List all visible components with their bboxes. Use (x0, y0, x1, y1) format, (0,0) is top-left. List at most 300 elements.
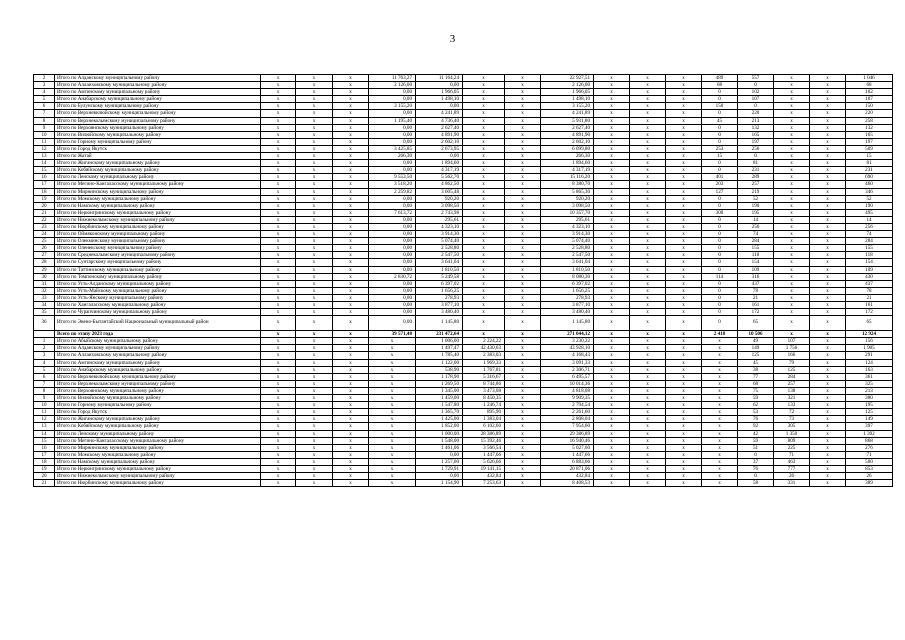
value-cell: х (774, 287, 810, 294)
table-row (34, 338, 893, 345)
value-cell: 133 (774, 402, 810, 409)
value-cell: х (810, 480, 846, 487)
row-number-cell: 22 (34, 216, 55, 223)
row-name-cell: Итого по Среднеколымскому муниципальному району (55, 252, 261, 259)
row-name-cell: Итого по Верхоянскому муниципальному району (55, 124, 261, 131)
value-cell: х (333, 273, 369, 280)
table-row (34, 316, 893, 331)
value-cell: х (630, 195, 666, 202)
value-cell: х (463, 252, 505, 259)
value-cell: 432,84 (541, 473, 594, 480)
value-cell: х (630, 209, 666, 216)
value-cell: х (594, 444, 630, 451)
value-cell: х (594, 331, 630, 338)
value-cell: 3 480,40 (541, 309, 594, 316)
value-cell: 1 547,80 (416, 402, 463, 409)
value-cell: х (630, 458, 666, 465)
value-cell: 1 154,90 (416, 480, 463, 487)
value-cell: х (594, 338, 630, 345)
value-cell: х (594, 138, 630, 145)
value-cell: х (810, 131, 846, 138)
value-cell: х (810, 302, 846, 309)
row-name-cell: Итого по Кобяйскому муниципальному району (55, 167, 261, 174)
value-cell: 0,00 (369, 138, 416, 145)
value-cell: х (666, 223, 702, 230)
value-cell: х (333, 103, 369, 110)
value-cell: 0,00 (369, 266, 416, 273)
row-name-cell: Итого по Усть-Алданскому муниципальному району (55, 280, 261, 287)
value-cell: 5 074,40 (416, 238, 463, 245)
value-cell: 557 (738, 75, 774, 82)
row-number-cell: 18 (34, 188, 55, 195)
value-cell: х (666, 280, 702, 287)
value-cell: х (333, 280, 369, 287)
value-cell: 5 316,67 (463, 373, 505, 380)
value-cell: 3 605,48 (416, 188, 463, 195)
value-cell: х (666, 188, 702, 195)
value-cell: 0 (702, 89, 738, 96)
value-cell: 258 (846, 117, 893, 124)
value-cell: х (810, 366, 846, 373)
value-cell: х (630, 181, 666, 188)
value-cell: х (594, 280, 630, 287)
row-name-cell: Итого по Мегино-Кангаласскому муниципальному району (55, 181, 261, 188)
value-cell: 0 (702, 131, 738, 138)
value-cell: 8 744,86 (463, 380, 505, 387)
value-cell: х (774, 316, 810, 331)
value-cell: х (333, 89, 369, 96)
value-cell: х (369, 437, 416, 444)
value-cell: х (810, 380, 846, 387)
value-cell: х (630, 359, 666, 366)
value-cell: х (774, 294, 810, 301)
value-cell: х (594, 160, 630, 167)
value-cell: 155 (738, 245, 774, 252)
value-cell: х (810, 458, 846, 465)
value-cell: 266,30 (541, 153, 594, 160)
value-cell: х (463, 273, 505, 280)
value-cell: 432,84 (463, 473, 505, 480)
table-row (34, 451, 893, 458)
value-cell: х (810, 473, 846, 480)
value-cell: х (505, 153, 541, 160)
value-cell: 401 (702, 174, 738, 181)
value-cell: 0,00 (369, 202, 416, 209)
value-cell: х (774, 238, 810, 245)
value-cell: 76 (738, 465, 774, 472)
value-cell: х (810, 331, 846, 338)
value-cell: х (810, 416, 846, 423)
table-row (34, 352, 893, 359)
value-cell: 0 (738, 153, 774, 160)
value-cell: х (630, 480, 666, 487)
value-cell: х (630, 302, 666, 309)
value-cell: х (810, 316, 846, 331)
table-row (34, 89, 893, 96)
value-cell: 2 743,98 (416, 209, 463, 216)
table-row (34, 238, 893, 245)
value-cell: 295,61 (416, 216, 463, 223)
value-cell: х (666, 181, 702, 188)
value-cell: х (810, 195, 846, 202)
table-row (34, 309, 893, 316)
value-cell: 6 397,02 (416, 280, 463, 287)
value-cell: х (333, 302, 369, 309)
value-cell: 92 (738, 423, 774, 430)
value-cell: х (594, 387, 630, 394)
row-number-cell: 5 (34, 96, 55, 103)
value-cell: 0,00 (369, 259, 416, 266)
value-cell: х (333, 153, 369, 160)
value-cell: х (810, 188, 846, 195)
value-cell: х (666, 245, 702, 252)
value-cell: х (666, 380, 702, 387)
row-number-cell: 4 (34, 89, 55, 96)
value-cell: 0,00 (369, 238, 416, 245)
value-cell: 257 (738, 181, 774, 188)
value-cell: х (630, 402, 666, 409)
value-cell: х (505, 245, 541, 252)
value-cell: х (505, 209, 541, 216)
value-cell: х (774, 138, 810, 145)
value-cell: 0 (702, 160, 738, 167)
value-cell: х (774, 202, 810, 209)
value-cell: 4 317,19 (416, 167, 463, 174)
value-cell: 0,00 (416, 473, 463, 480)
value-cell: х (261, 174, 296, 181)
value-cell: х (594, 273, 630, 280)
value-cell: х (630, 167, 666, 174)
value-cell: 5 027,60 (541, 444, 594, 451)
value-cell: х (261, 465, 296, 472)
value-cell: х (296, 216, 333, 223)
value-cell: х (333, 409, 369, 416)
value-cell: 0 (702, 202, 738, 209)
value-cell: 102 (846, 89, 893, 96)
value-cell: 49 (738, 338, 774, 345)
value-cell: х (774, 309, 810, 316)
value-cell: 81 (846, 160, 893, 167)
value-cell: 1 000,00 (416, 430, 463, 437)
value-cell: х (333, 444, 369, 451)
table-row (34, 195, 893, 202)
row-name-cell: Итого по Горному муниципальному району (55, 402, 261, 409)
value-cell: х (333, 167, 369, 174)
row-name-cell: Итого по Верхоянскому муниципальному району (55, 387, 261, 394)
value-cell: 1 425,00 (416, 416, 463, 423)
value-cell: 220 (738, 110, 774, 117)
value-cell: х (630, 252, 666, 259)
value-cell: х (505, 167, 541, 174)
value-cell: х (463, 96, 505, 103)
value-cell: х (505, 195, 541, 202)
value-cell: х (333, 402, 369, 409)
value-cell: х (666, 82, 702, 89)
value-cell: х (296, 373, 333, 380)
value-cell: 253 (702, 145, 738, 152)
value-cell: х (369, 395, 416, 402)
value-cell: х (261, 216, 296, 223)
value-cell: х (369, 345, 416, 352)
value-cell: х (774, 252, 810, 259)
value-cell: х (261, 359, 296, 366)
value-cell: 4 317,19 (541, 167, 594, 174)
value-cell: х (594, 238, 630, 245)
value-cell: х (594, 465, 630, 472)
value-cell: 3 877,10 (416, 302, 463, 309)
value-cell: х (774, 259, 810, 266)
value-cell: 149 (738, 345, 774, 352)
row-name-cell: Итого по Ленскому муниципальному району (55, 430, 261, 437)
value-cell: х (505, 89, 541, 96)
value-cell: х (505, 465, 541, 472)
value-cell: 1 345,00 (416, 387, 463, 394)
value-cell: х (333, 202, 369, 209)
value-cell: х (630, 437, 666, 444)
value-cell: х (666, 138, 702, 145)
row-number-cell: 24 (34, 231, 55, 238)
row-number-cell: 29 (34, 266, 55, 273)
value-cell: х (505, 216, 541, 223)
value-cell: х (333, 352, 369, 359)
value-cell: х (463, 89, 505, 96)
value-cell: 1 548,00 (416, 437, 463, 444)
value-cell: х (630, 366, 666, 373)
value-cell: х (296, 380, 333, 387)
value-cell: х (810, 110, 846, 117)
value-cell: 0 (702, 110, 738, 117)
row-number-cell: 34 (34, 302, 55, 309)
value-cell: 1 894,60 (541, 160, 594, 167)
table-row (34, 138, 893, 145)
value-cell: 0,00 (369, 287, 416, 294)
value-cell: х (666, 216, 702, 223)
value-cell: 0,00 (369, 131, 416, 138)
row-number-cell: 21 (34, 480, 55, 487)
value-cell: х (296, 273, 333, 280)
value-cell: 0 (702, 266, 738, 273)
value-cell: х (333, 209, 369, 216)
value-cell: х (505, 359, 541, 366)
value-cell: 42 (738, 430, 774, 437)
value-cell: х (463, 259, 505, 266)
value-cell: х (594, 352, 630, 359)
row-name-cell: Итого по Хангаласскому муниципальному району (55, 302, 261, 309)
row-number-cell: 8 (34, 387, 55, 394)
value-cell: 0,00 (416, 103, 463, 110)
value-cell: х (296, 451, 333, 458)
value-cell: 4 818,08 (541, 387, 594, 394)
value-cell: 489 (702, 75, 738, 82)
row-number-cell: 9 (34, 124, 55, 131)
value-cell: 220 (846, 110, 893, 117)
value-cell: х (296, 138, 333, 145)
table-row (34, 430, 893, 437)
table-row (34, 480, 893, 487)
value-cell: 7 253,63 (463, 480, 505, 487)
value-cell: 68 (846, 82, 893, 89)
value-cell: 0 (702, 316, 738, 331)
value-cell: х (594, 245, 630, 252)
table-row (34, 202, 893, 209)
value-cell: х (333, 174, 369, 181)
value-cell: х (810, 216, 846, 223)
table-row (34, 181, 893, 188)
value-cell: х (296, 458, 333, 465)
value-cell: 6 397,02 (541, 280, 594, 287)
row-number-cell: 13 (34, 153, 55, 160)
value-cell: 1 257,00 (416, 458, 463, 465)
value-cell: 0,00 (369, 309, 416, 316)
value-cell: х (666, 309, 702, 316)
value-cell: х (774, 103, 810, 110)
value-cell: х (261, 145, 296, 152)
value-cell: 1 269,50 (416, 380, 463, 387)
value-cell: х (594, 75, 630, 82)
value-cell: х (702, 430, 738, 437)
value-cell: 868 (846, 437, 893, 444)
value-cell: х (369, 416, 416, 423)
value-cell: 0,00 (369, 316, 416, 331)
value-cell: х (666, 145, 702, 152)
value-cell: х (630, 188, 666, 195)
value-cell: х (463, 216, 505, 223)
value-cell: 5 562,70 (416, 174, 463, 181)
value-cell: х (505, 373, 541, 380)
value-cell: 460 (846, 181, 893, 188)
value-cell: 72 (774, 409, 810, 416)
value-cell: х (296, 345, 333, 352)
value-cell: х (333, 195, 369, 202)
value-cell: 0 (738, 473, 774, 480)
value-cell: 154 (738, 259, 774, 266)
value-cell: 26 (774, 473, 810, 480)
value-cell: х (810, 252, 846, 259)
row-name-cell: Итого по Верхнеколымскому муниципальному району (55, 380, 261, 387)
value-cell: 1 145,80 (541, 316, 594, 331)
value-cell: х (505, 451, 541, 458)
value-cell: 0,00 (369, 223, 416, 230)
value-cell: 2 808,04 (541, 416, 594, 423)
value-cell: х (666, 75, 702, 82)
value-cell: 4 736,40 (416, 117, 463, 124)
value-cell: х (594, 345, 630, 352)
value-cell: 3 155,20 (541, 103, 594, 110)
row-number-cell: 18 (34, 458, 55, 465)
table-row (34, 160, 893, 167)
value-cell: 2 547,50 (541, 252, 594, 259)
value-cell: х (594, 437, 630, 444)
value-cell: 256 (738, 145, 774, 152)
value-cell: х (594, 174, 630, 181)
value-cell: 1 810,50 (541, 266, 594, 273)
value-cell: х (505, 444, 541, 451)
table-row (34, 145, 893, 152)
value-cell: х (630, 465, 666, 472)
value-cell: х (296, 437, 333, 444)
value-cell: х (810, 238, 846, 245)
value-cell: 109 (846, 266, 893, 273)
value-cell: х (666, 160, 702, 167)
value-cell: 1 729,91 (416, 465, 463, 472)
row-name-cell: Итого по Аллаиховскому муниципальному району (55, 82, 261, 89)
value-cell: х (505, 309, 541, 316)
table-row (34, 273, 893, 280)
value-cell: 389 (846, 480, 893, 487)
value-cell: х (630, 416, 666, 423)
value-cell: 1 046 (846, 75, 893, 82)
value-cell: 690 (846, 174, 893, 181)
value-cell: х (810, 117, 846, 124)
value-cell: х (810, 160, 846, 167)
value-cell: 14 (846, 216, 893, 223)
value-cell: 15 (846, 153, 893, 160)
value-cell: х (630, 352, 666, 359)
value-cell: х (594, 430, 630, 437)
value-cell: 3 091,33 (541, 359, 594, 366)
value-cell: х (505, 110, 541, 117)
value-cell: 7 613,72 (369, 209, 416, 216)
value-cell: 1 459,00 (416, 395, 463, 402)
value-cell: х (810, 245, 846, 252)
value-cell: х (463, 309, 505, 316)
value-cell: х (261, 153, 296, 160)
value-cell: х (810, 103, 846, 110)
value-cell: х (505, 103, 541, 110)
value-cell: 195 (846, 402, 893, 409)
value-cell: 1 461,06 (416, 444, 463, 451)
value-cell: х (333, 188, 369, 195)
value-cell: 21 (738, 294, 774, 301)
value-cell: х (774, 280, 810, 287)
value-cell: 1 447,66 (463, 451, 505, 458)
value-cell: х (261, 110, 296, 117)
value-cell: х (369, 380, 416, 387)
value-cell: х (333, 138, 369, 145)
value-cell: х (463, 131, 505, 138)
value-cell: х (505, 124, 541, 131)
value-cell: х (333, 266, 369, 273)
value-cell: 197 (738, 138, 774, 145)
value-cell: 81 (738, 160, 774, 167)
value-cell: х (261, 458, 296, 465)
row-name-cell: Итого по Оленекскому муниципальному району (55, 245, 261, 252)
value-cell: 5 931,80 (541, 117, 594, 124)
value-cell: х (630, 309, 666, 316)
table-body (34, 75, 893, 487)
value-cell: х (630, 395, 666, 402)
value-cell: х (666, 96, 702, 103)
value-cell: х (774, 302, 810, 309)
value-cell: 154 (846, 259, 893, 266)
value-cell: х (666, 373, 702, 380)
value-cell: 75 (738, 387, 774, 394)
row-number-cell: 23 (34, 223, 55, 230)
value-cell: х (333, 359, 369, 366)
value-cell: 509 (846, 145, 893, 152)
row-name-cell: Итого по Нижнеколымскому муниципальному району (55, 473, 261, 480)
value-cell: 59 (738, 395, 774, 402)
value-cell: х (463, 209, 505, 216)
value-cell: х (774, 145, 810, 152)
value-cell: х (594, 145, 630, 152)
table-row (34, 245, 893, 252)
row-name-cell: Итого по Момскому муниципальному району (55, 195, 261, 202)
value-cell: х (666, 153, 702, 160)
value-cell: х (810, 96, 846, 103)
value-cell: х (333, 96, 369, 103)
value-cell: х (505, 174, 541, 181)
